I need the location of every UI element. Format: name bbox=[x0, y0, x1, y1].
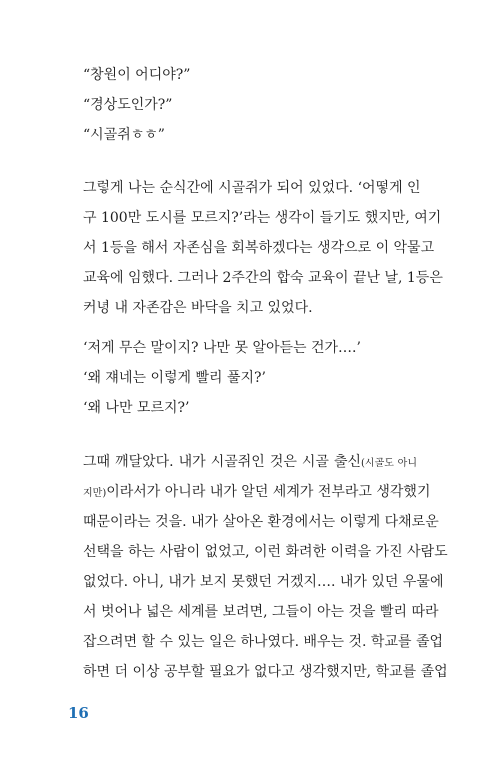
paragraph-text: 그때 깨달았다. 내가 시골쥐인 것은 시골 출신 bbox=[83, 454, 362, 470]
dialogue-line: “시골쥐ㅎㅎ” bbox=[83, 127, 165, 143]
parenthetical-note: (시골도 아니 bbox=[361, 458, 417, 469]
dialogue-line: ‘왜 나만 모르지?’ bbox=[83, 400, 190, 416]
dialogue-line: ‘저게 무슨 말이지? 나만 못 알아듣는 건가….’ bbox=[83, 340, 361, 356]
paragraph-line: 없었다. 아니, 내가 보지 못했던 거겠지…. 내가 있던 우물에 bbox=[83, 574, 444, 590]
paragraph-line: 교육에 임했다. 그러나 2주간의 합숙 교육이 끝난 날, 1등은 bbox=[83, 270, 443, 286]
paragraph-line: 그렇게 나는 순식간에 시골쥐가 되어 있었다. ‘어떻게 인 bbox=[83, 180, 421, 196]
paragraph-line: 서 벗어나 넓은 세계를 보려면, 그들이 아는 것을 빨리 따라 bbox=[83, 604, 439, 620]
paragraph-line: 때문이라는 것을. 내가 살아온 환경에서는 이렇게 다채로운 bbox=[83, 514, 439, 530]
paragraph-text: 이라서가 아니라 내가 알던 세계가 전부라고 생각했기 bbox=[106, 484, 431, 500]
paragraph-line: 서 1등을 해서 자존심을 회복하겠다는 생각으로 이 악물고 bbox=[83, 240, 435, 256]
paragraph-line: 선택을 하는 사람이 없었고, 이런 화려한 이력을 가진 사람도 bbox=[83, 544, 448, 560]
page-number: 16 bbox=[68, 704, 89, 722]
paragraph-line bbox=[83, 483, 431, 503]
dialogue-line: “창원이 어디야?” bbox=[83, 67, 191, 83]
paragraph-line bbox=[83, 453, 417, 473]
dialogue-line: ‘왜 쟤네는 이렇게 빨리 풀지?’ bbox=[83, 370, 266, 386]
paragraph-line: 구 100만 도시를 모르지?’라는 생각이 들기도 했지만, 여기 bbox=[83, 210, 442, 226]
parenthetical-note: 지만) bbox=[83, 488, 107, 499]
paragraph-line: 잡으려면 할 수 있는 일은 하나였다. 배우는 것. 학교를 졸업 bbox=[83, 634, 444, 650]
paragraph-line: 커녕 내 자존감은 바닥을 치고 있었다. bbox=[83, 300, 313, 316]
paragraph-line: 하면 더 이상 공부할 필요가 없다고 생각했지만, 학교를 졸업 bbox=[83, 664, 448, 680]
dialogue-line: “경상도인가?” bbox=[83, 97, 173, 113]
